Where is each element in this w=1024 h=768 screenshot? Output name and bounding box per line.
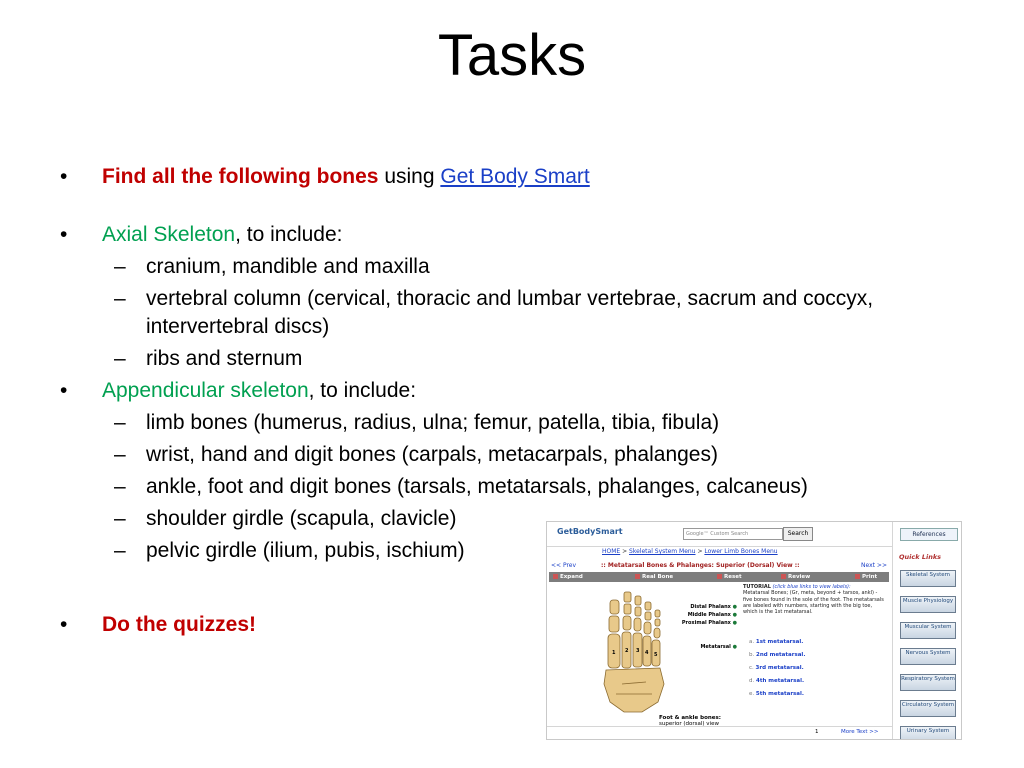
bottom-bar <box>547 726 892 739</box>
expand-button[interactable] <box>553 573 583 581</box>
label-text: Middle Phalanx <box>687 612 731 618</box>
review-button[interactable] <box>781 573 810 581</box>
find-bold-text: Find all the following bones <box>102 165 379 188</box>
axial-label: Axial Skeleton <box>102 223 236 246</box>
label-distal-phalanx <box>677 604 737 612</box>
appendicular-item: – wrist, hand and digit bones (carpals, metacarpals, phalanges) <box>60 441 980 469</box>
item-letter: d. <box>749 678 755 684</box>
label-proximal-phalanx <box>677 620 737 628</box>
reset-label: Reset <box>724 574 742 580</box>
quick-links-title: Quick Links <box>899 553 942 561</box>
page-number: 1 <box>815 729 819 735</box>
caption-subtitle: superior (dorsal) view <box>659 721 719 727</box>
caption-title: Foot & ankle bones: <box>659 715 721 721</box>
appendicular-item: – shoulder girdle (scapula, clavicle) <box>60 505 980 533</box>
breadcrumb-lower-limb[interactable]: Lower Limb Bones Menu <box>704 548 778 555</box>
appendicular-item: – ankle, foot and digit bones (tarsals, metatarsals, phalanges, calcaneus) <box>60 473 980 501</box>
appendicular-item: – limb bones (humerus, radius, ulna; femur, patella, tibia, fibula) <box>60 409 980 437</box>
label-metatarsal <box>677 644 737 652</box>
slide-title: Tasks <box>437 23 587 88</box>
expand-label: Expand <box>560 574 583 580</box>
metatarsal-number-label: 5 <box>654 652 658 658</box>
print-label: Print <box>862 574 878 580</box>
find-rest-text: using <box>378 165 441 188</box>
breadcrumb-separator: > <box>620 548 630 555</box>
appendicular-rest: , to include: <box>308 379 417 402</box>
tutorial-text: Metatarsal Bones; (Gr, meta, beyond + tarsos, ankl) - five bones found in the sole of the foot. The metatarsals are labeled with numbers, starting with the big toe, which is the 1st metatarsal. <box>743 590 884 616</box>
breadcrumb-home[interactable]: HOME <box>602 548 621 555</box>
label-text: Distal Phalanx <box>690 604 731 610</box>
item-link[interactable]: 2nd metatarsal. <box>756 652 806 658</box>
item-letter: c. <box>749 665 754 671</box>
review-icon <box>781 574 786 579</box>
search-input[interactable]: Google™ Custom Search <box>683 528 783 540</box>
reset-button[interactable] <box>717 573 742 581</box>
metatarsal-number-label: 3 <box>636 648 640 654</box>
print-button[interactable] <box>855 573 877 581</box>
dot-icon: ● <box>732 604 737 610</box>
site-header <box>547 522 892 547</box>
metatarsal-list <box>749 639 805 704</box>
list-item[interactable] <box>749 665 805 678</box>
appendicular-label: Appendicular skeleton <box>102 379 309 402</box>
item-link[interactable]: 5th metatarsal. <box>755 691 804 697</box>
item-link[interactable]: 4th metatarsal. <box>756 678 805 684</box>
quick-link-respiratory[interactable]: Respiratory System <box>900 674 956 691</box>
bullet-axial <box>60 221 980 249</box>
references-button[interactable]: References <box>900 528 958 541</box>
getbodysmart-screenshot <box>546 521 962 740</box>
quick-link-nervous[interactable]: Nervous System <box>900 648 956 665</box>
item-letter: a. <box>749 639 755 645</box>
print-icon <box>855 574 860 579</box>
list-item[interactable] <box>749 639 805 652</box>
quick-link-circulatory[interactable]: Circulatory System <box>900 700 956 717</box>
tutorial-heading: TUTORIAL <box>743 584 771 590</box>
more-text-link[interactable]: More Text >> <box>841 729 879 735</box>
breadcrumb-skeletal[interactable]: Skeletal System Menu <box>629 548 696 555</box>
site-logo: GetBodySmart <box>557 527 623 536</box>
list-item[interactable] <box>749 691 805 704</box>
dot-icon: ● <box>732 612 737 618</box>
quick-links-panel <box>892 522 962 739</box>
menu-title: :: Metatarsal Bones & Phalanges: Superior (Dorsal) View :: <box>601 562 800 569</box>
quick-link-muscular[interactable]: Muscular System <box>900 622 956 639</box>
quick-link-skeletal[interactable]: Skeletal System <box>900 570 956 587</box>
label-middle-phalanx <box>677 612 737 620</box>
list-item[interactable] <box>749 678 805 691</box>
list-item[interactable] <box>749 652 805 665</box>
quizzes-text: Do the quizzes! <box>102 613 257 636</box>
bone-icon <box>635 574 640 579</box>
real-bone-button[interactable] <box>635 573 673 581</box>
axial-item: – cranium, mandible and maxilla <box>60 253 980 281</box>
metatarsal-number-label: 2 <box>625 648 629 654</box>
bullet-appendicular <box>60 377 980 405</box>
axial-rest: , to include: <box>235 223 343 246</box>
prev-link[interactable]: << Prev <box>551 562 577 569</box>
axial-item: – vertebral column (cervical, thoracic and lumbar vertebrae, sacrum and coccyx, intervertebral discs) <box>60 285 980 341</box>
quick-link-urinary[interactable]: Urinary System <box>900 726 956 740</box>
item-link[interactable]: 1st metatarsal. <box>755 639 804 645</box>
axial-item: – ribs and sternum <box>60 345 980 373</box>
item-letter: e. <box>749 691 755 697</box>
page-nav <box>551 562 887 572</box>
next-link[interactable]: Next >> <box>861 562 887 569</box>
dot-icon: ● <box>732 644 737 650</box>
dot-icon: ● <box>732 620 737 626</box>
appendicular-item: – pelvic girdle (ilium, pubis, ischium) <box>60 537 980 565</box>
breadcrumb-separator: > <box>695 548 705 555</box>
bullet-find <box>60 163 980 191</box>
label-text: Proximal Phalanx <box>681 620 731 626</box>
expand-icon <box>553 574 558 579</box>
tutorial-hint: (click blue links to view labels): <box>772 584 851 590</box>
get-body-smart-link[interactable]: Get Body Smart <box>440 165 590 188</box>
toolbar <box>549 572 889 582</box>
reset-icon <box>717 574 722 579</box>
label-text: Metatarsal <box>700 644 731 650</box>
bone-labels <box>677 604 737 652</box>
breadcrumb <box>602 548 778 555</box>
item-link[interactable]: 3rd metatarsal. <box>755 665 804 671</box>
metatarsal-number-label: 1 <box>612 650 616 656</box>
review-label: Review <box>788 574 811 580</box>
metatarsal-number-label: 4 <box>645 650 649 656</box>
tutorial-box <box>743 584 885 615</box>
item-letter: b. <box>749 652 755 658</box>
quick-link-muscle-physiology[interactable]: Muscle Physiology <box>900 596 956 613</box>
real-bone-label: Real Bone <box>642 574 674 580</box>
search-button[interactable]: Search <box>783 527 813 541</box>
